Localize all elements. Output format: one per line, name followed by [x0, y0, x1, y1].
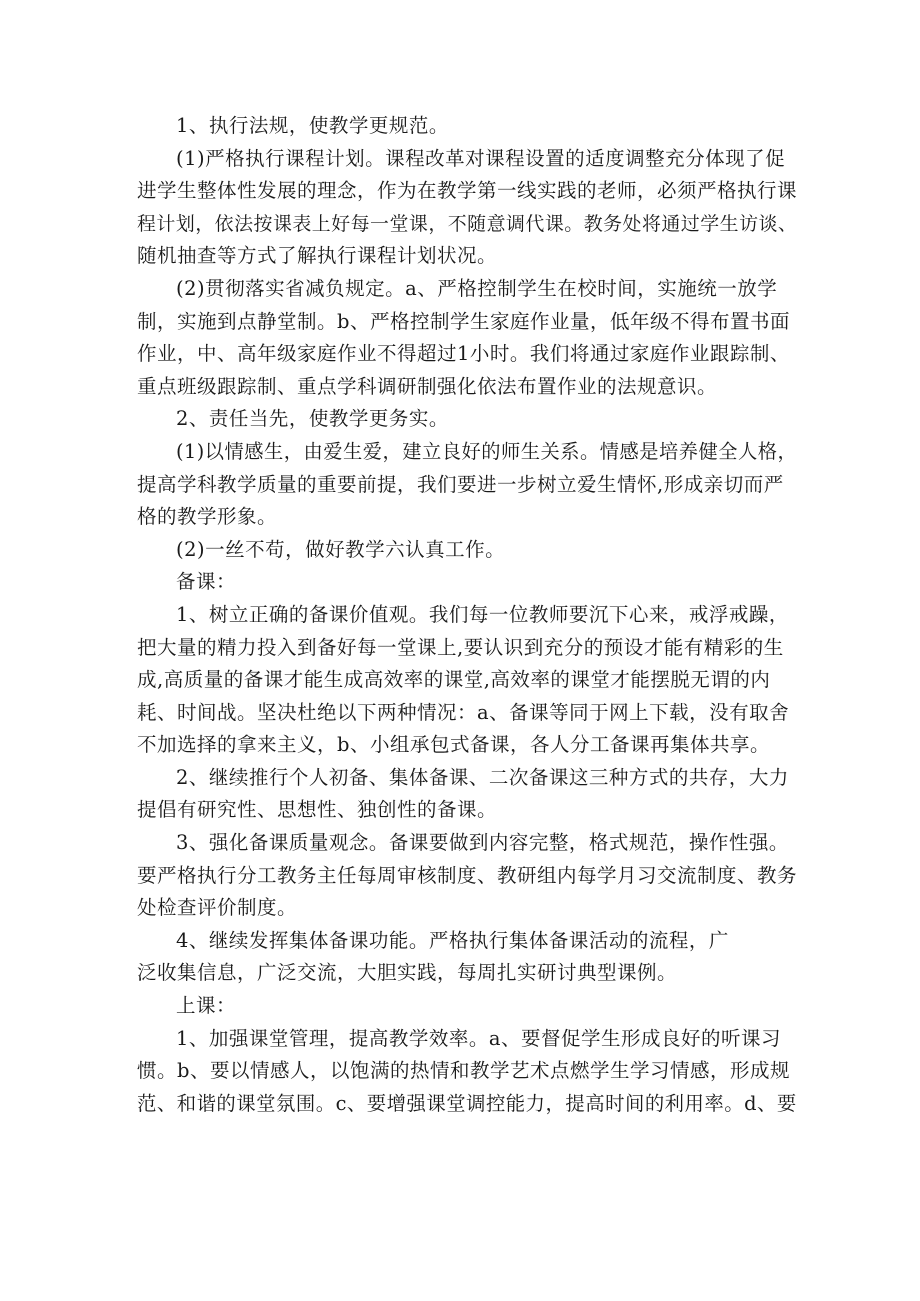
- text-line: 程计划，依法按课表上好每一堂课，不随意调代课。教务处将通过学生访谈、: [137, 212, 798, 235]
- text-line: 泛收集信息，广泛交流，大胆实践，每周扎实研讨典型课例。: [137, 961, 678, 985]
- text-line: (1)严格执行课程计划。课程改革对课程设置的适度调整充分体现了促: [176, 146, 786, 170]
- text-line: 1、执行法规，使教学更规范。: [176, 114, 449, 137]
- text-line: 重点班级跟踪制、重点学科调研制强化依法布置作业的法规意识。: [137, 374, 718, 398]
- text-line: 2、责任当先，使教学更务实。: [176, 407, 449, 431]
- text-line: 处检查评价制度。: [137, 896, 298, 920]
- text-line: 1、树立正确的备课价值观。我们每一位教师要沉下心来，戒浮戒躁，: [176, 602, 789, 626]
- text-line: 把大量的精力投入到备好每一堂课上,要认识到充分的预设才能有精彩的生: [137, 635, 784, 659]
- text-line: 作业，中、高年级家庭作业不得超过1小时。我们将通过家庭作业跟踪制、: [137, 342, 790, 366]
- text-line: 惯。b、要以情感人，以饱满的热情和教学艺术点燃学生学习情感，形成规: [137, 1059, 790, 1083]
- text-line: 2、继续推行个人初备、集体备课、二次备课这三种方式的共存，大力: [176, 765, 789, 789]
- text-line: 提高学科教学质量的重要前提，我们要进一步树立爱生情怀,形成亲切而严: [137, 472, 784, 496]
- text-line: 制，实施到点静堂制。b、严格控制学生家庭作业量，低年级不得布置书面: [137, 309, 790, 333]
- text-line: 耗、时间战。坚决杜绝以下两种情况：a、备课等同于网上下载，没有取舍: [137, 700, 790, 724]
- text-line: 4、继续发挥集体备课功能。严格执行集体备课活动的流程，广: [176, 928, 729, 952]
- text-line: 提倡有研究性、思想性、独创性的备课。: [137, 798, 498, 822]
- text-line: 备课：: [176, 570, 237, 594]
- text-line: 3、强化备课质量观念。备课要做到内容完整，格式规范，操作性强。: [176, 831, 789, 855]
- text-line: 格的教学形象。: [137, 505, 278, 529]
- text-line: (2)贯彻落实省减负规定。a、严格控制学生在校时间，实施统一放学: [176, 276, 778, 300]
- text-line: (1)以情感生，由爱生爱，建立良好的师生关系。情感是培养健全人格，: [176, 439, 798, 463]
- text-line: (2)一丝不苟，做好教学六认真工作。: [176, 537, 506, 561]
- text-line: 成,高质量的备课才能生成高效率的课堂,高效率的课堂才能摆脱无谓的内: [137, 668, 771, 692]
- document-body: [137, 110, 797, 1120]
- text-line: 范、和谐的课堂氛围。c、要增强课堂调控能力，提高时间的利用率。d、要: [137, 1091, 797, 1115]
- text-line: 上课：: [176, 994, 237, 1018]
- text-line: 要严格执行分工教务主任每周审核制度、教研组内每学月习交流制度、教务: [137, 863, 798, 887]
- text-line: 进学生整体性发展的理念，作为在教学第一线实践的老师，必须严格执行课: [137, 179, 798, 203]
- text-line: 1、加强课堂管理，提高教学效率。a、要督促学生形成良好的听课习: [176, 1026, 782, 1050]
- text-line: 不加选择的拿来主义，b、小组承包式备课，各人分工备课再集体共享。: [137, 733, 770, 757]
- text-line: 随机抽查等方式了解执行课程计划状况。: [137, 244, 498, 268]
